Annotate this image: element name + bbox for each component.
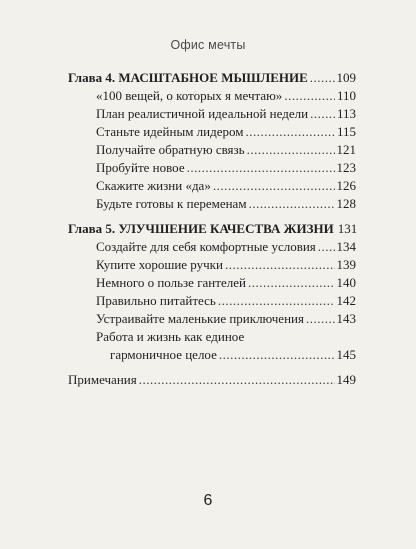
item-title: Пробуйте новое: [96, 160, 185, 175]
page-ref: 110: [336, 88, 356, 103]
leader-dots: [219, 347, 335, 362]
page-ref: 134: [336, 239, 356, 254]
item-title: План реалистичной идеальной недели: [96, 106, 309, 121]
item-title: Получайте обратную связь: [96, 142, 245, 157]
notes-title: Примечания: [68, 372, 137, 387]
item-title: гармоничное целое: [110, 347, 217, 362]
leader-dots: [218, 293, 335, 308]
leader-dots: [248, 275, 335, 290]
leader-dots: [310, 106, 335, 121]
toc-item-multiline-first: Работа и жизнь как единое: [96, 329, 245, 344]
chapter-title: Глава 5. УЛУЧШЕНИЕ КАЧЕСТВА ЖИЗНИ: [68, 221, 334, 236]
leader-dots: [249, 196, 335, 211]
toc-item: [96, 275, 356, 290]
page-ref: 139: [336, 257, 356, 272]
item-title: Создайте для себя комфортные условия: [96, 239, 316, 254]
leader-dots: [213, 178, 335, 193]
leader-dots: [306, 311, 335, 326]
leader-dots: [284, 88, 335, 103]
item-title: Будьте готовы к переменам: [96, 196, 247, 211]
leader-dots: [225, 257, 335, 272]
toc-item: [96, 160, 356, 175]
page-ref: 149: [336, 372, 356, 387]
toc-item: [96, 88, 356, 103]
leader-dots: [318, 239, 335, 254]
toc-item: [96, 239, 356, 254]
toc-chapter-5: [68, 221, 356, 236]
leader-dots: [247, 142, 335, 157]
page-ref: 142: [336, 293, 356, 308]
toc-item: [96, 142, 356, 157]
page-ref: 109: [336, 70, 356, 85]
page-ref: 128: [336, 196, 356, 211]
toc-item: [96, 311, 356, 326]
page-ref: 140: [336, 275, 356, 290]
item-title: «100 вещей, о которых я мечтаю»: [96, 88, 283, 103]
item-title: Купите хорошие ручки: [96, 257, 223, 272]
leader-dots: [139, 372, 335, 387]
page-ref: 131: [337, 221, 358, 236]
page-number: 6: [203, 492, 213, 509]
page-ref: 115: [336, 124, 356, 139]
toc-chapter-4: [68, 70, 356, 85]
chapter-title: Глава 4. МАСШТАБНОЕ МЫШЛЕНИЕ: [68, 70, 308, 85]
page-ref: 126: [336, 178, 356, 193]
page-ref: 145: [336, 347, 356, 362]
toc-item: [110, 347, 356, 362]
toc-item: [96, 196, 356, 211]
toc-notes: [68, 372, 356, 387]
leader-dots: [187, 160, 335, 175]
item-title: Немного о пользе гантелей: [96, 275, 246, 290]
toc-item: [96, 293, 356, 308]
running-header: Офис мечты: [170, 38, 246, 52]
item-title: Устраивайте маленькие приключения: [96, 311, 304, 326]
page-ref: 143: [336, 311, 356, 326]
item-title: Правильно питайтесь: [96, 293, 216, 308]
page-ref: 121: [336, 142, 356, 157]
item-title: Станьте идейным лидером: [96, 124, 244, 139]
page-ref: 113: [336, 106, 356, 121]
item-title: Скажите жизни «да»: [96, 178, 211, 193]
page-ref: 123: [336, 160, 356, 175]
toc-item: [96, 257, 356, 272]
leader-dots: [310, 70, 335, 85]
toc-item: [96, 178, 356, 193]
toc-item: [96, 106, 356, 121]
leader-dots: [245, 124, 334, 139]
toc-item: [96, 124, 356, 139]
